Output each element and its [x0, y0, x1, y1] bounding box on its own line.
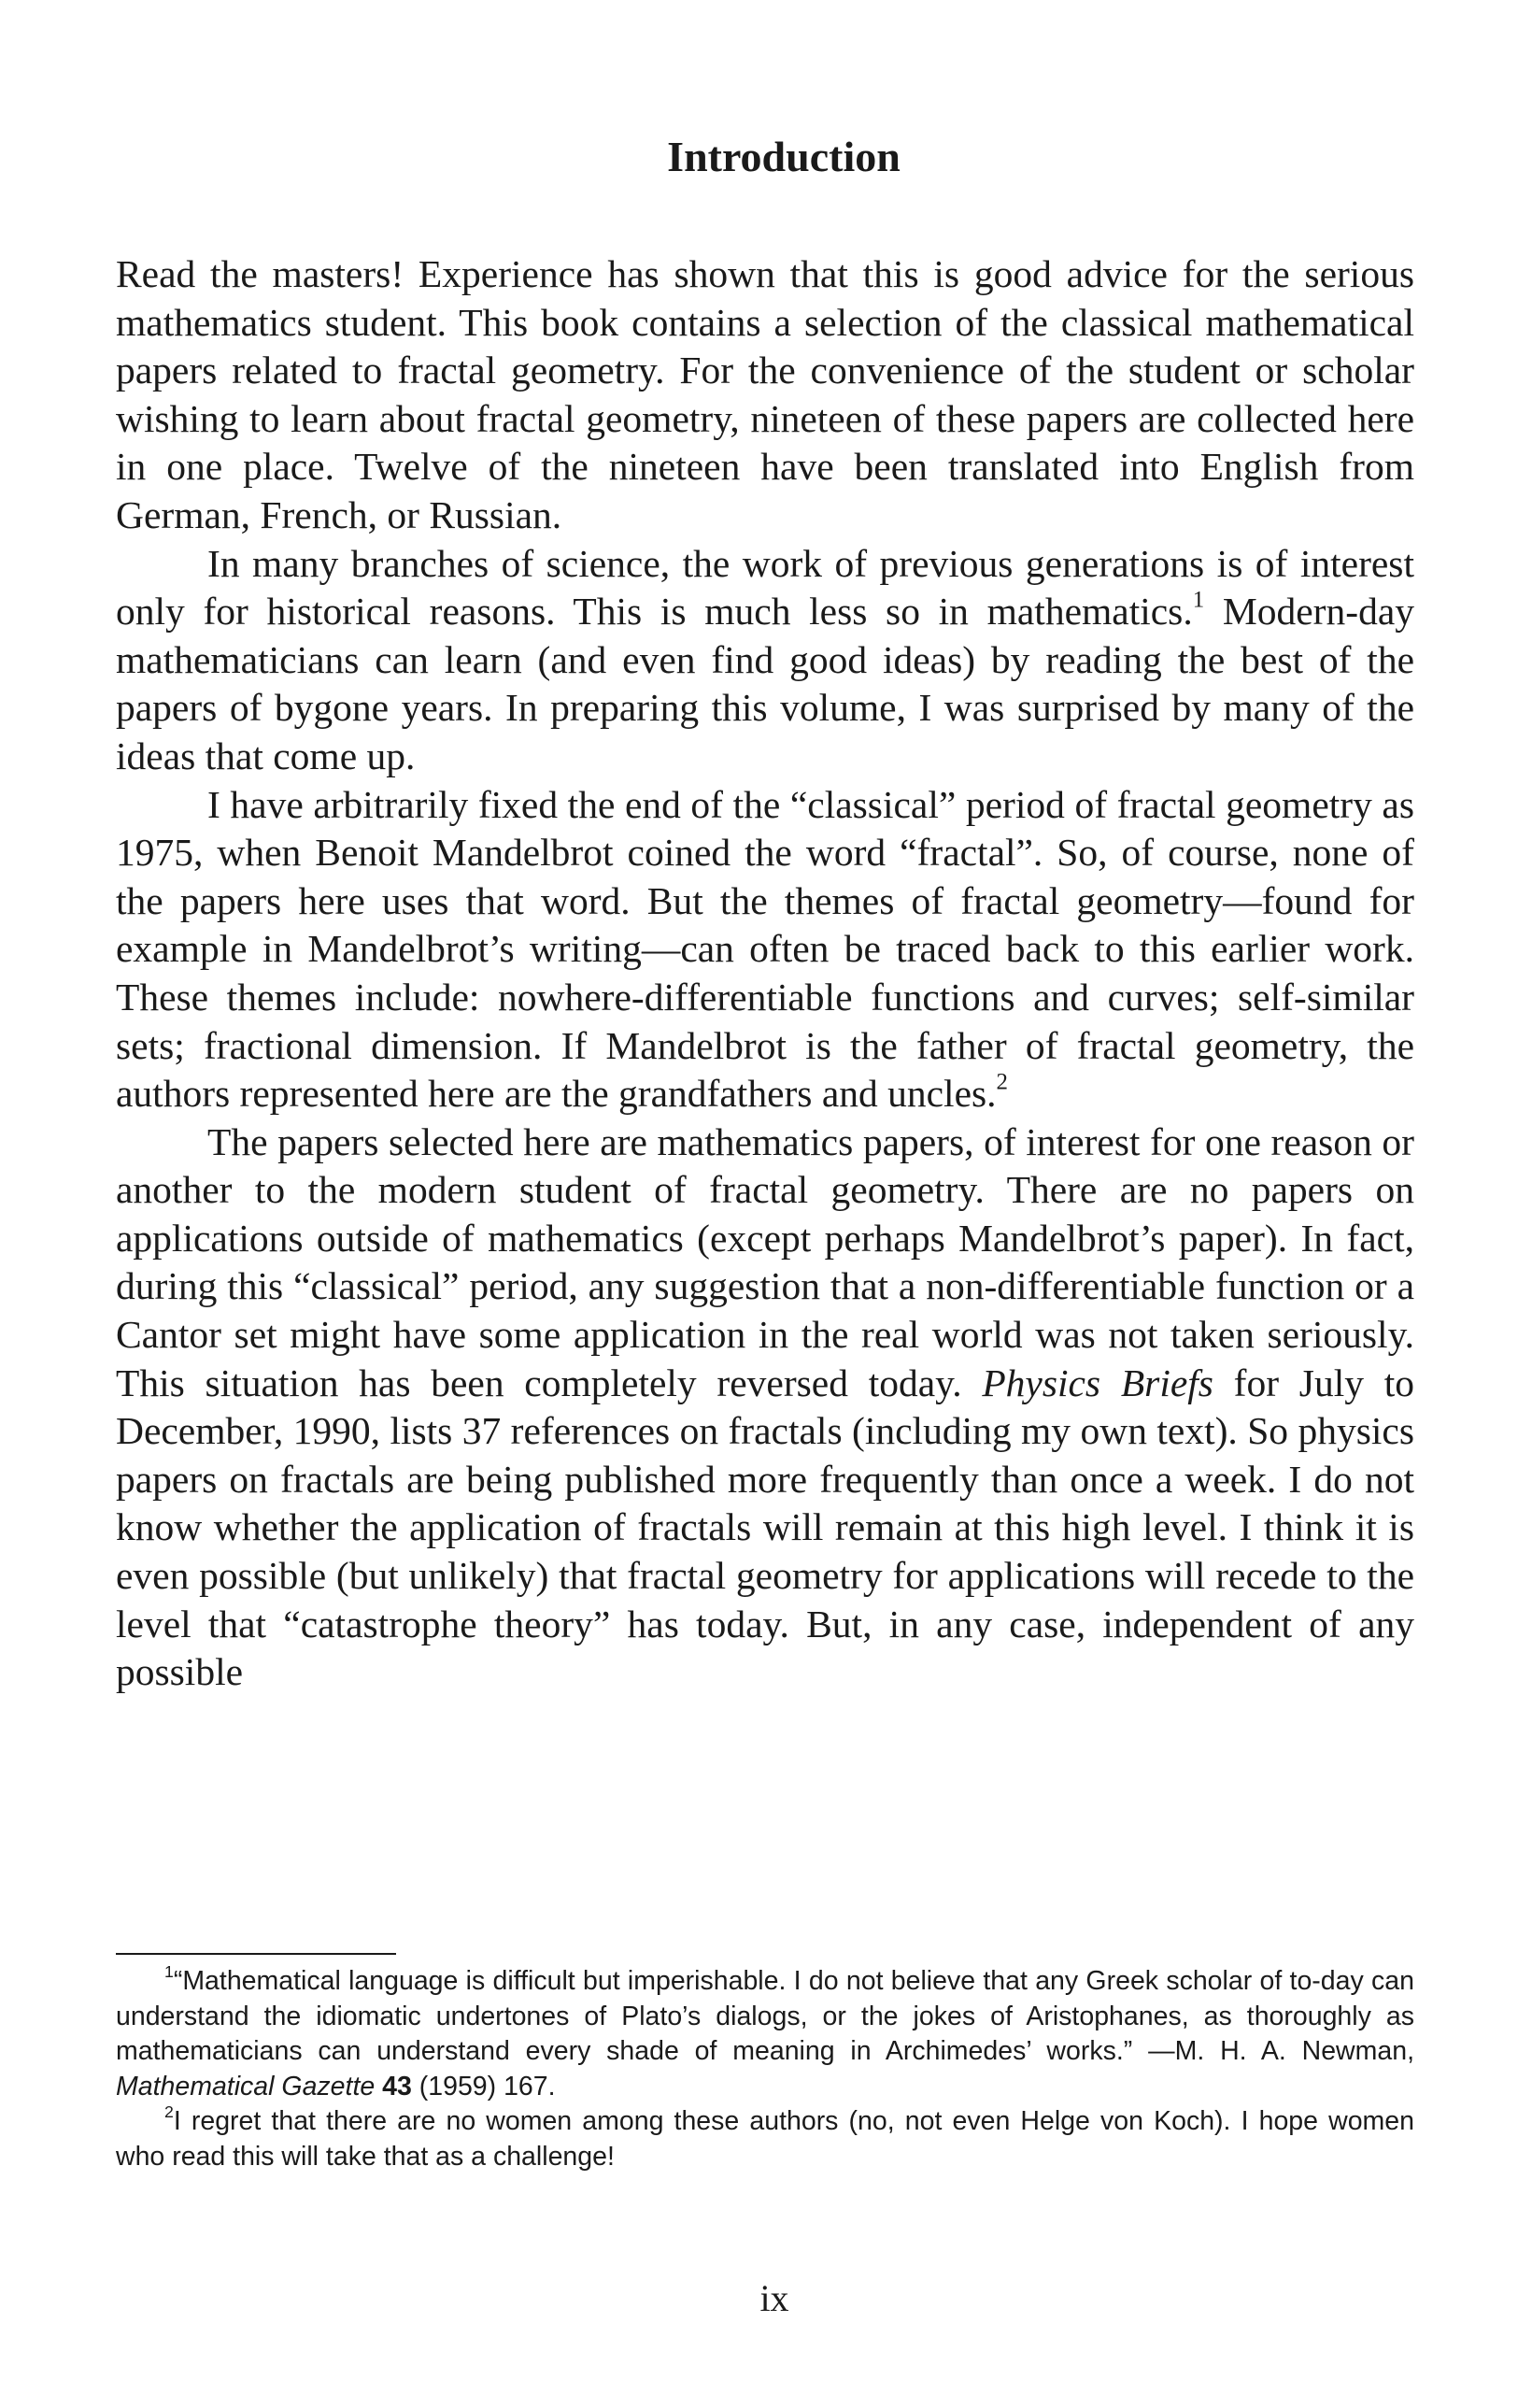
page-title: Introduction: [667, 133, 901, 180]
footnote-text-run: (1959) 167.: [411, 2071, 556, 2102]
paragraph-4: [116, 1119, 1414, 1697]
paragraph-3: [116, 781, 1414, 1119]
paragraph-footnote-marker: 2: [996, 1069, 1008, 1095]
footnote-text-run: I regret that there are no women among these authors (no, not even Helge von Koch). I hope women who read this will take that as a challenge!: [116, 2106, 1414, 2172]
paragraph-1: [116, 250, 1414, 540]
paragraph-2: [116, 540, 1414, 781]
footnote-footnote-marker: 1: [164, 1961, 174, 1981]
footnote-divider: [116, 1953, 396, 1955]
paragraph-text-run: Read the masters! Experience has shown that this is good advice for the serious mathematics student. This book contains a selection of the classical mathematical papers related to fractal geometry. For the convenience of the student or scholar wishing to learn about fractal geometry, nineteen of these papers are collected here in one place. Twelve of the nineteen have been translated into English from German, French, or Russian.: [116, 252, 1414, 536]
footnote-1: [116, 1961, 1414, 2104]
paragraph-text-run: Modern-day mathematicians can learn (and even find good ideas) by reading the best of the papers of bygone years. In preparing this volume, I was surprised by many of the ideas that come up.: [116, 590, 1414, 777]
body-text: [116, 250, 1414, 1697]
paragraph-footnote-marker: 1: [1192, 587, 1205, 613]
paragraph-text-run: In many branches of science, the work of previous generations is of interest only for historical reasons. This is much less so in mathematics.: [116, 541, 1414, 634]
paragraph-text-run: for July to December, 1990, lists 37 references on fractals (including my own text). So physics papers on fractals are being published more frequently than once a week. I do not know whether the application of fractals will remain at this high level. I think it is even possible (but unlikely) that fractal geometry for applications will recede to the level that “catastrophe theory” has today. But, in any case, independent of any possible: [116, 1361, 1414, 1694]
footnote-text-run: [375, 2072, 382, 2102]
paragraph-text-run: I have arbitrarily fixed the end of the “classical” period of fractal geometry as 1975, when Benoit Mandelbrot coined the word “fractal”. So, of course, none of the papers here uses that word. But the themes of fractal geometry—found for example in Mandelbrot’s writing—can often be traced back to this earlier work. These themes include: nowhere-differentiable functions and curves; self-similar sets; fractional dimension. If Mandelbrot is the father of fractal geometry, the authors represented here are the grandfathers and uncles.: [116, 782, 1414, 1116]
footnotes: [116, 1953, 1414, 2174]
footnote-text-run: “Mathematical language is difficult but imperishable. I do not believe that any Greek scholar of to-day can understand the idiomatic undertones of Plato’s dialogs, or the jokes of Aristophanes, as thoroughly as mathematicians can understand every shade of meaning in Archimedes’ works.” —M. H. A. Newman,: [116, 1966, 1414, 2066]
footnote-bold-text: 43: [382, 2071, 412, 2102]
page-number: ix: [759, 2277, 789, 2319]
footnote-italic-text: Mathematical Gazette: [116, 2071, 376, 2102]
footnote-2: [116, 2104, 1414, 2174]
page-content: [116, 129, 1414, 1697]
footnote-footnote-marker: 2: [164, 2102, 174, 2121]
paragraph-italic-text: Physics Briefs: [982, 1361, 1213, 1404]
paragraph-text-run: The papers selected here are mathematics papers, of interest for one reason or another to the modern student of fractal geometry. There are no papers on applications outside of mathematics (except perhaps Mandelbrot’s paper). In fact, during this “classical” period, any suggestion that a non-differentiable function or a Cantor set might have some application in the real world was not taken seriously. This situation has been completely reversed today.: [116, 1119, 1414, 1404]
